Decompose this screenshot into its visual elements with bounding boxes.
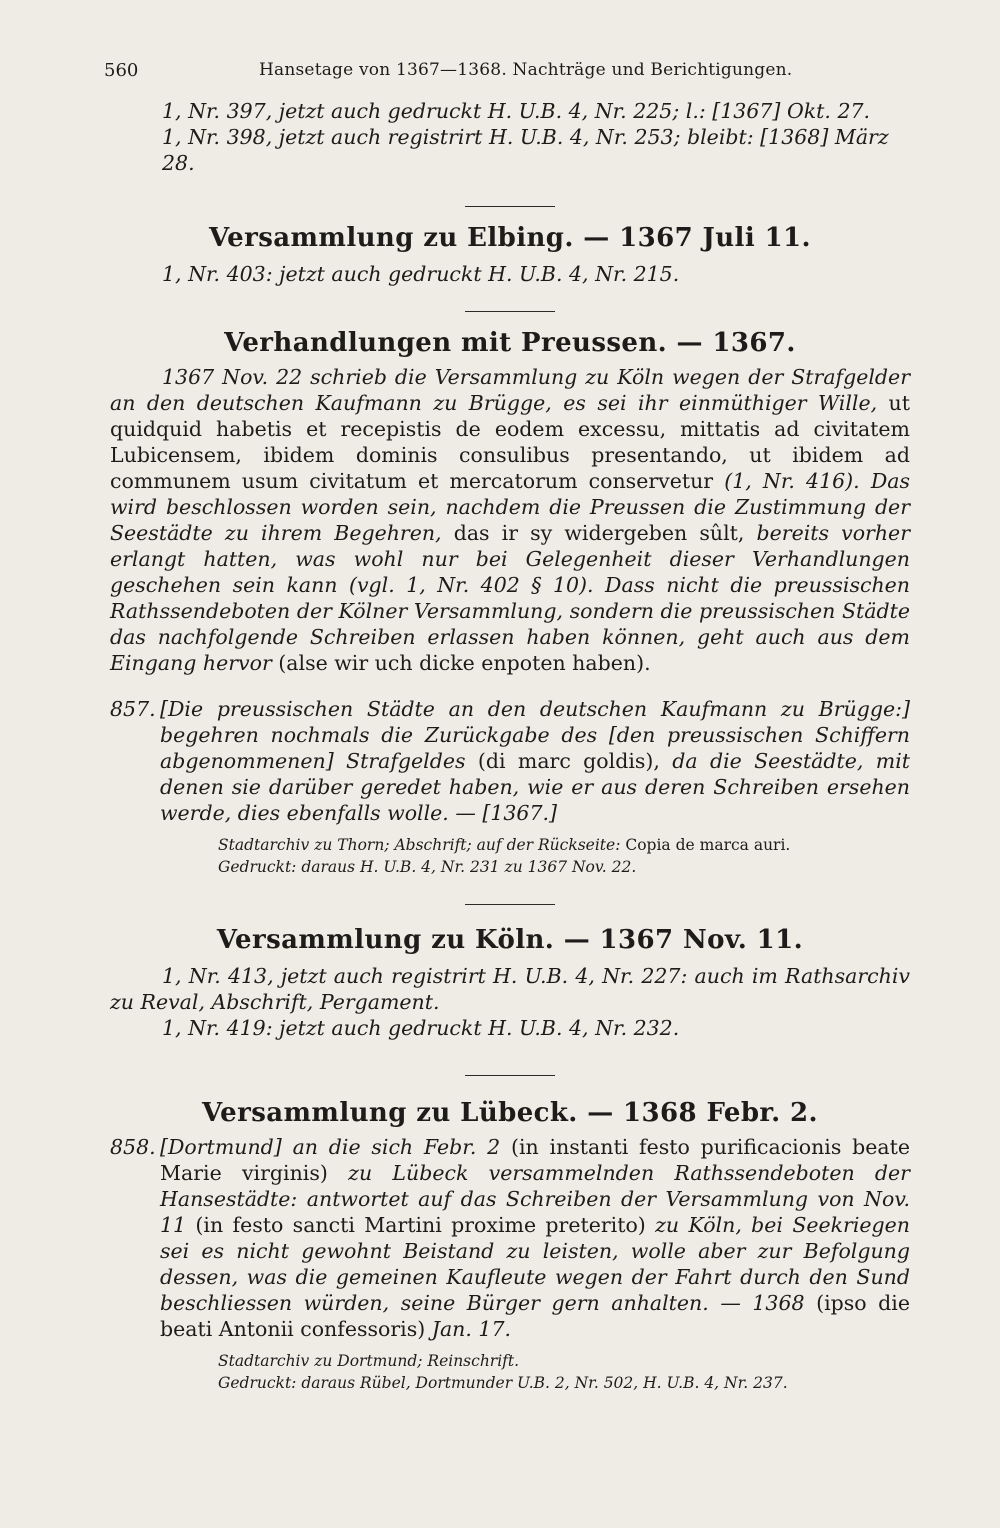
- running-header: [104, 60, 920, 84]
- text-run: (di marc goldis),: [465, 749, 673, 773]
- text-run: (in festo sancti Martini proxime preterito): [186, 1213, 656, 1237]
- text-run: 1367 Nov. 22 schrieb die Versammlung zu Köln wegen der Strafgelder an den deutschen Kaufmann zu Brügge, es sei ihr einmüthiger Wille,: [110, 365, 910, 415]
- section-title-luebeck: Versammlung zu Lübeck. — 1368 Febr. 2.: [201, 1098, 818, 1128]
- text-run: Stadtarchiv zu Thorn; Abschrift; auf der Rückseite:: [218, 836, 621, 854]
- section-title-elbing: Versammlung zu Elbing. — 1367 Juli 11.: [208, 223, 811, 253]
- reference-line: 1, Nr. 397, jetzt auch gedruckt H. U.B. 4, Nr. 225; l.: [1367] Okt. 27.: [162, 99, 871, 123]
- source-printed: Gedruckt: daraus H. U.B. 4, Nr. 231 zu 1367 Nov. 22.: [218, 858, 637, 876]
- entry-number: 857.: [110, 697, 156, 721]
- section-title-koeln: Versammlung zu Köln. — 1367 Nov. 11.: [216, 925, 804, 955]
- introductory-paragraph: [110, 364, 910, 676]
- source-note: [218, 1350, 910, 1394]
- entry-number: 858.: [110, 1135, 156, 1159]
- text-run: das ir sy widergeben sûlt,: [441, 521, 757, 545]
- source-note: [218, 834, 910, 878]
- text-run: (1, Nr. 416). Das wird beschlossen worden sein, nachdem die Preussen die Zustimmung der Seestädte zu ihrem Begehren,: [110, 469, 910, 545]
- text-run: zu Lübeck versammelnden Rathssendeboten der Hansestädte: antwortet auf das Schreiben der Versammlung von Nov. 11: [160, 1161, 910, 1237]
- text-run: bereits vorher erlangt hatten, was wohl nur bei Gelegenheit dieser Verhandlungen geschehen sein kann (vgl. 1, Nr. 402 § 10). Dass nicht die preussischen Rathssendeboten der Kölner Versammlung, sondern die preussischen Städte das nachfolgende Schreiben erlassen haben können, geht auch aus dem Eingang hervor: [110, 521, 910, 675]
- source-printed: Gedruckt: daraus Rübel, Dortmunder U.B. 2, Nr. 502, H. U.B. 4, Nr. 237.: [218, 1374, 788, 1392]
- text-run: Copia de marca auri.: [620, 836, 791, 854]
- text-run: da die Seestädte, mit denen sie darüber geredet haben, wie er aus deren Schreiben ersehen werde, dies ebenfalls wolle. — [1367.]: [160, 749, 910, 825]
- document-entry-858: [110, 1134, 910, 1342]
- text-run: [Die preussischen Städte an den deutschen Kaufmann zu Brügge:] begehren nochmals die Zurückgabe des [den preussischen Schiffern abgenommenen] Strafgeldes: [160, 697, 910, 773]
- section-title-preussen: Verhandlungen mit Preussen. — 1367.: [224, 328, 796, 358]
- text-run: [Dortmund] an die sich Febr. 2: [160, 1135, 501, 1159]
- reference-line: 1, Nr. 403: jetzt auch gedruckt H. U.B. 4, Nr. 215.: [162, 262, 680, 286]
- reference-line: 1, Nr. 419: jetzt auch gedruckt H. U.B. 4, Nr. 232.: [162, 1016, 680, 1040]
- entry-regest: [160, 696, 910, 826]
- reference-line: 1, Nr. 398, jetzt auch registrirt H. U.B. 4, Nr. 253; bleibt: [1368] März 28.: [162, 125, 889, 175]
- entry-regest: [160, 1134, 910, 1342]
- text-run: Jan. 17.: [431, 1317, 512, 1341]
- source-archive: [218, 834, 910, 856]
- text-run: (ipso die beati Antonii confessoris): [160, 1291, 910, 1341]
- page-number: 560: [104, 60, 139, 81]
- text-run: ut quidquid habetis et recepistis de eodem excessu, mittatis ad civitatem Lubicensem, ibidem dominis consulibus presentando, ut ibidem ad communem usum civitatum et mercatorum conservetur: [110, 391, 910, 493]
- text-run: (alse wir uch dicke enpoten haben).: [271, 651, 651, 675]
- text-run: (in instanti festo purificacionis beate Marie virginis): [160, 1135, 910, 1185]
- document-entry-857: [110, 696, 910, 826]
- page-content: [110, 98, 910, 1394]
- reference-line: 1, Nr. 413, jetzt auch registrirt H. U.B. 4, Nr. 227: auch im Rathsarchiv zu Reval, Abschrift, Pergament.: [110, 964, 910, 1014]
- text-run: zu Köln, bei Seekriegen sei es nicht gewohnt Beistand zu leisten, wolle aber zur Befolgung dessen, was die gemeinen Kaufleute wegen der Fahrt durch den Sund beschliessen würden, seine Bürger gern anhalten. — 1368: [160, 1213, 911, 1315]
- running-title: Hansetage von 1367—1368. Nachträge und Berichtigungen.: [259, 60, 793, 80]
- source-archive: Stadtarchiv zu Dortmund; Reinschrift.: [218, 1352, 520, 1370]
